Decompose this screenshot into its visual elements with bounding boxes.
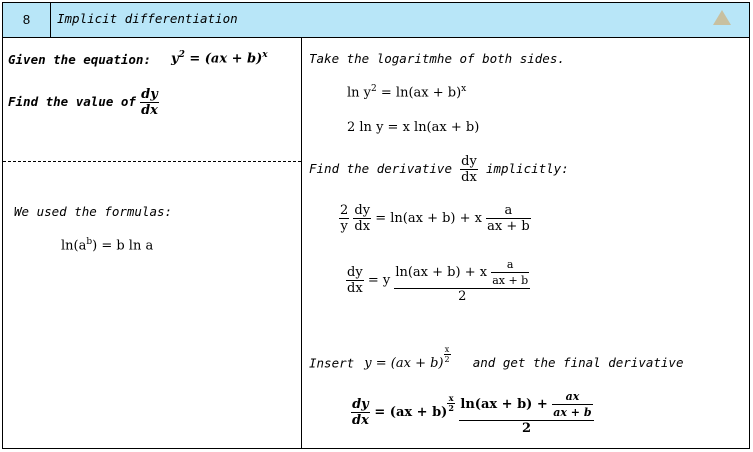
equation-dy-dx: $\frac{dy}{dx}$ = y ln(ax + b) + x $\frac{a}{ax + b}$ 2	[347, 258, 529, 304]
triangle-icon[interactable]	[713, 10, 731, 25]
card-header	[3, 3, 749, 38]
dy-dx-fraction: $\frac{dy}{dx}$	[141, 87, 158, 118]
given-label: Given the equation:	[8, 52, 151, 67]
step-insert: Insert y = (ax + b) $\frac{x}{2}$ and get the final derivative	[309, 345, 684, 372]
equation-simplified-log: 2 ln y = x ln(ax + b)	[347, 120, 480, 135]
dashed-divider	[3, 161, 301, 162]
equation-log-both-sides: $\ln y^2 = \ln(ax + b)^x$	[347, 84, 467, 101]
log-power-formula: $\ln(a^b) = b$ ln a	[61, 237, 154, 254]
find-value-prompt: Find the value of $\frac{dy}{dx}$	[8, 87, 158, 118]
column-divider	[301, 38, 302, 449]
step-find-derivative: Find the derivative $\frac{dy}{dx}$ implicitly:	[309, 154, 569, 185]
step-take-log: Take the logaritmhe of both sides.	[309, 51, 565, 66]
final-derivative: $\frac{dy}{dx}$ = (ax + b) $\frac{x}{2}$ ln(ax + b) + $\frac{ax}{ax + b}$ 2	[352, 390, 592, 436]
given-equation: $y^2 = (ax + b)^x$	[171, 50, 268, 67]
card-number: 8	[3, 3, 51, 37]
equation-implicit-derivative: $\frac{2}{y}$ $\frac{dy}{dx}$ = ln(ax + b) + x $\frac{a}{ax + b}$	[340, 203, 530, 234]
card-title: Implicit differentiation	[57, 11, 238, 26]
formula-card	[2, 2, 750, 449]
formulas-label: We used the formulas:	[14, 204, 173, 219]
